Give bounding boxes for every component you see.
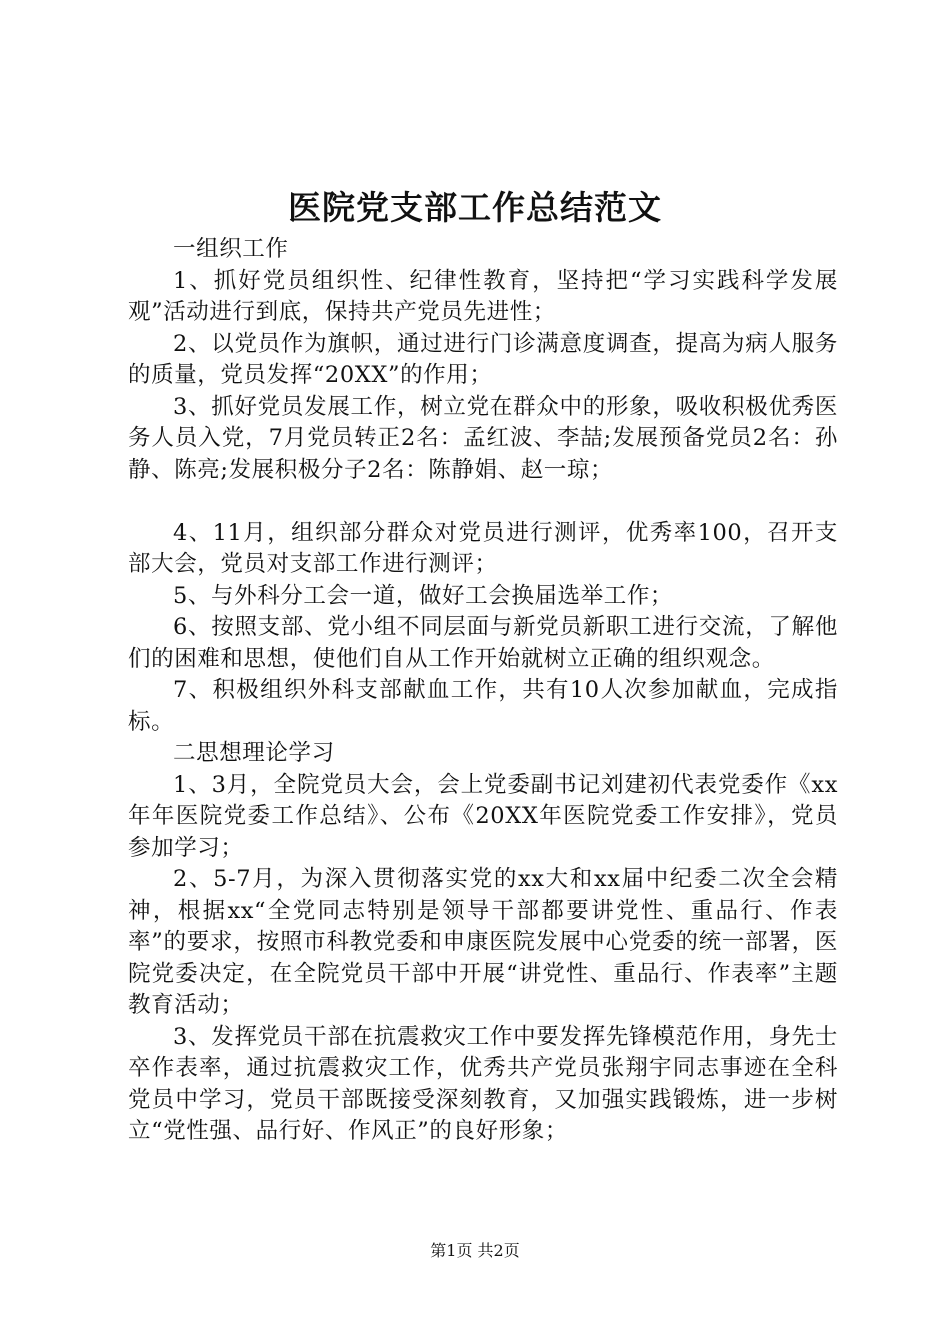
paragraph: 1、抓好党员组织性、纪律性教育，坚持把“学习实践科学发展观”活动进行到底，保持共产党员先进性；	[128, 267, 838, 325]
document-body	[128, 234, 838, 1148]
section-heading-organization: 一组织工作	[173, 236, 289, 262]
paragraph: 2、以党员作为旗帜，通过进行门诊满意度调查，提高为病人服务的质量，党员发挥“20XX”的作用；	[128, 330, 838, 388]
paragraph: 4、11月，组织部分群众对党员进行测评，优秀率100，召开支部大会，党员对支部工作进行测评；	[128, 519, 838, 577]
paragraph: 3、发挥党员干部在抗震救灾工作中要发挥先锋模范作用，身先士卒作表率，通过抗震救灾工作，优秀共产党员张翔宇同志事迹在全科党员中学习，党员干部既接受深刻教育，又加强实践锻炼，进一步树立“党性强、品行好、作风正”的良好形象；	[128, 1023, 838, 1144]
paragraph: 7、积极组织外科支部献血工作，共有10人次参加献血，完成指标。	[128, 677, 838, 735]
paragraph: 6、按照支部、党小组不同层面与新党员新职工进行交流，了解他们的困难和思想，使他们自从工作开始就树立正确的组织观念。	[128, 614, 838, 672]
paragraph: 5、与外科分工会一道，做好工会换届选举工作；	[173, 582, 674, 609]
page-footer: 第1页 共2页	[430, 1241, 520, 1260]
document-title: 医院党支部工作总结范文	[288, 188, 662, 227]
paragraph: 1、3月，全院党员大会，会上党委副书记刘建初代表党委作《xx年年医院党委工作总结》、公布《20XX年医院党委工作安排》，党员参加学习；	[128, 771, 838, 861]
section-heading-theory-study: 二思想理论学习	[173, 740, 335, 766]
paragraph: 3、抓好党员发展工作，树立党在群众中的形象，吸收积极优秀医务人员入党，7月党员转正2名：孟红波、李喆;发展预备党员2名：孙静、陈亮;发展积极分子2名：陈静娟、赵一琼；	[128, 393, 838, 483]
paragraph: 2、5-7月，为深入贯彻落实党的xx大和xx届中纪委二次全会精神，根据xx“全党同志特别是领导干部都要讲党性、重品行、作表率”的要求，按照市科教党委和申康医院发展中心党委的统一部署，医院党委决定，在全院党员干部中开展“讲党性、重品行、作表率”主题教育活动；	[128, 866, 838, 1018]
